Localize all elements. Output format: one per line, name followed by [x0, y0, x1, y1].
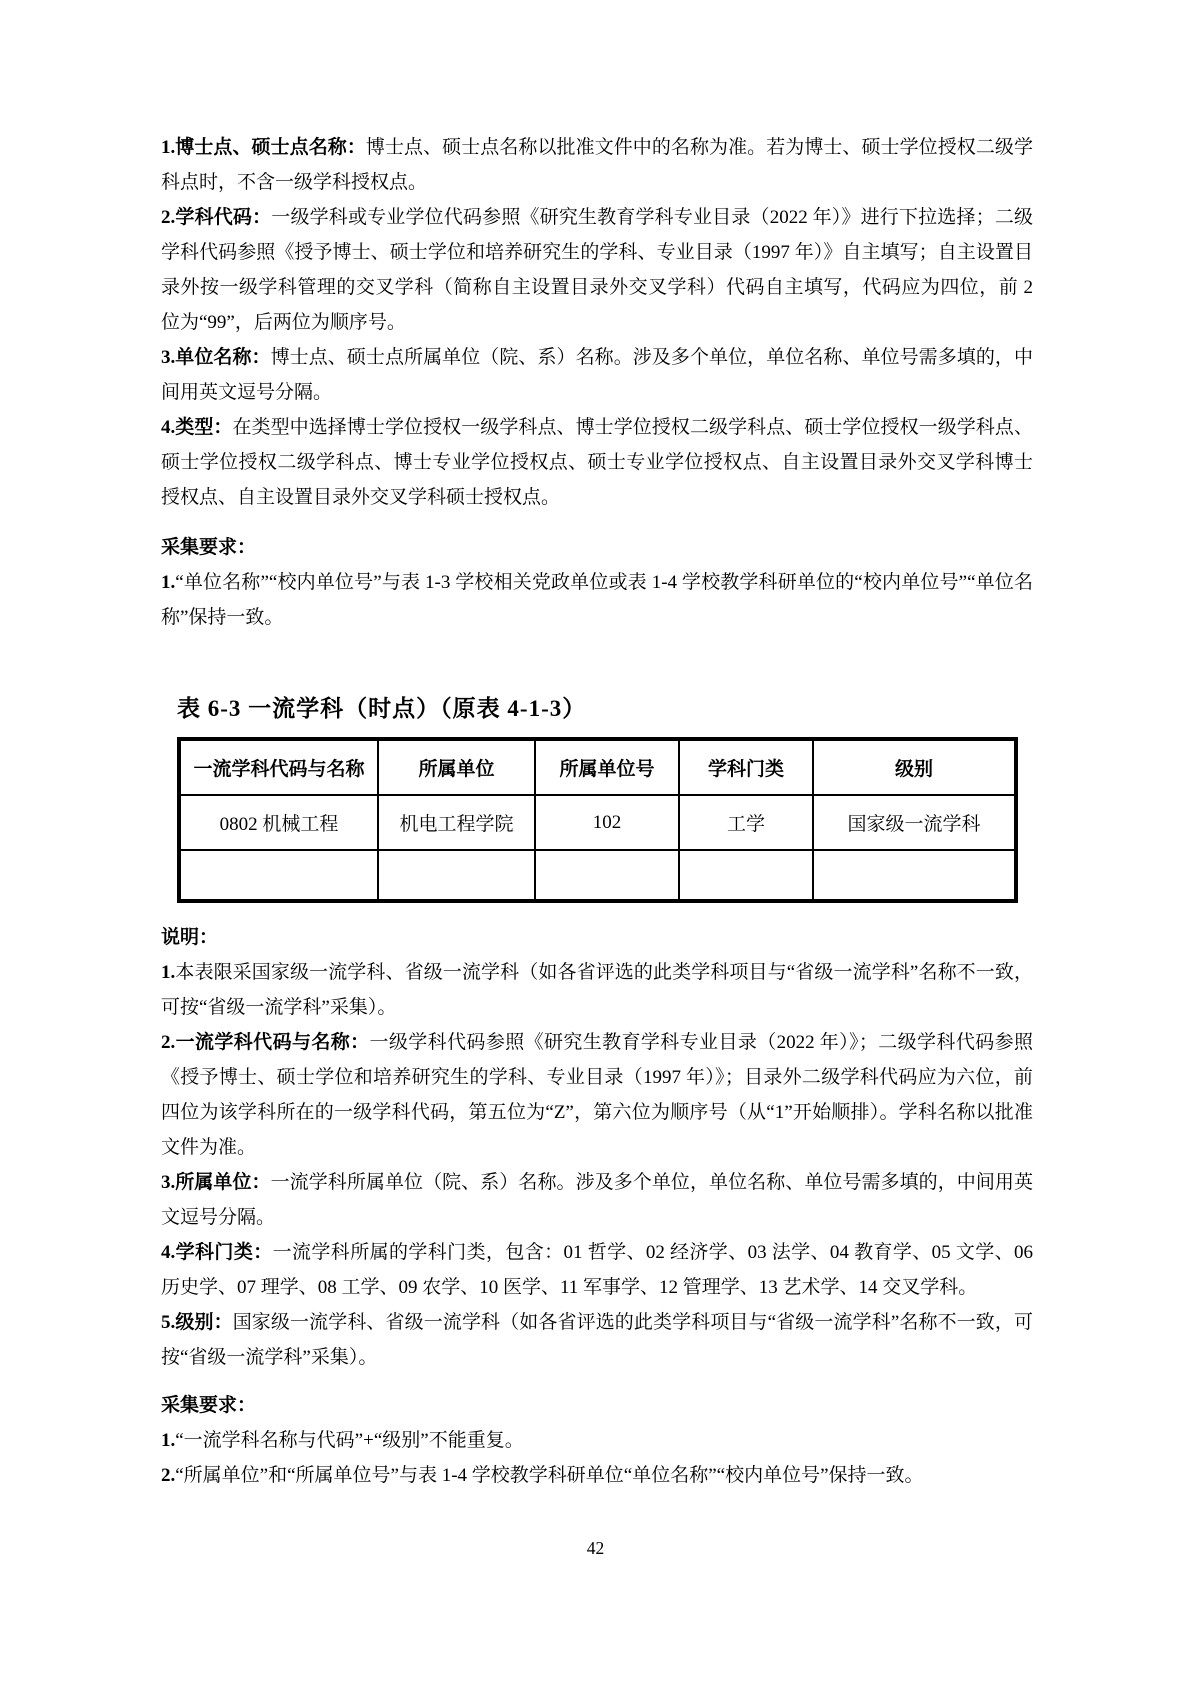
note-label: 1.博士点、硕士点名称： [161, 137, 366, 158]
table-cell [813, 850, 1016, 901]
table-header-row [179, 739, 1016, 795]
table-cell: 0802 机械工程 [179, 795, 378, 850]
requirement-text: “单位名称”“校内单位号”与表 1-3 学校相关党政单位或表 1-4 学校教学科研单位的“校内单位号”“单位名称”保持一致。 [161, 572, 1033, 628]
note-text: 一流学科所属单位（院、系）名称。涉及多个单位，单位名称、单位号需多填的，中间用英文逗号分隔。 [161, 1172, 1033, 1228]
table-cell [535, 850, 679, 901]
header-cell-discipline-code-name: 一流学科代码与名称 [179, 739, 378, 795]
table-cell [378, 850, 535, 901]
note-label: 5.级别： [161, 1312, 233, 1333]
requirement-label: 2. [161, 1465, 176, 1486]
header-cell-discipline-category: 学科门类 [679, 739, 813, 795]
note-text: 一级学科或专业学位代码参照《研究生教育学科专业目录（2022 年）》进行下拉选择；二级学科代码参照《授予博士、硕士学位和培养研究生的学科、专业目录（1997 年）》自主填写；自主设置目录外按一级学科管理的交叉学科（简称自主设置目录外交叉学科）代码自主填写，代码应为四位，前 2 位为“99”，后两位为顺序号。 [161, 207, 1033, 333]
notes-list-top [161, 130, 1033, 515]
note-item [161, 955, 1033, 1025]
note-label: 3.所属单位： [161, 1172, 271, 1193]
collection-requirements-2 [161, 1388, 1033, 1493]
note-label: 4.类型： [161, 417, 233, 438]
note-label: 3.单位名称： [161, 347, 271, 368]
notes-list-bottom [161, 920, 1033, 1375]
collection-requirements-heading: 采集要求： [161, 1395, 257, 1416]
table-cell: 工学 [679, 795, 813, 850]
table-cell: 102 [535, 795, 679, 850]
requirement-text: “所属单位”和“所属单位号”与表 1-4 学校教学科研单位“单位名称”“校内单位号”保持一致。 [175, 1465, 924, 1486]
header-cell-level: 级别 [813, 739, 1016, 795]
note-item [161, 340, 1033, 410]
first-class-discipline-table [177, 737, 1018, 903]
note-item [161, 1305, 1033, 1375]
header-cell-unit: 所属单位 [378, 739, 535, 795]
note-text: 在类型中选择博士学位授权一级学科点、博士学位授权二级学科点、硕士学位授权一级学科点、硕士学位授权二级学科点、博士专业学位授权点、硕士专业学位授权点、自主设置目录外交叉学科博士授权点、自主设置目录外交叉学科硕士授权点。 [161, 417, 1033, 508]
requirement-text: “一流学科名称与代码”+“级别”不能重复。 [175, 1430, 524, 1451]
requirement-item [161, 1458, 1033, 1493]
note-item [161, 200, 1033, 340]
table-cell: 国家级一流学科 [813, 795, 1016, 850]
note-label: 4.学科门类： [161, 1242, 273, 1263]
note-item [161, 1235, 1033, 1305]
table-cell [679, 850, 813, 901]
collection-requirements-heading: 采集要求： [161, 537, 257, 558]
note-text: 博士点、硕士点名称以批准文件中的名称为准。若为博士、硕士学位授权二级学科点时，不含一级学科授权点。 [161, 137, 1033, 193]
table-title: 表 6-3 一流学科（时点）（原表 4-1-3） [177, 696, 587, 721]
note-label: 2.一流学科代码与名称： [161, 1032, 370, 1053]
note-label: 1. [161, 962, 176, 983]
note-text: 国家级一流学科、省级一流学科（如各省评选的此类学科项目与“省级一流学科”名称不一致，可按“省级一流学科”采集）。 [161, 1312, 1033, 1368]
table-row [179, 795, 1016, 850]
note-text: 本表限采国家级一流学科、省级一流学科（如各省评选的此类学科项目与“省级一流学科”名称不一致，可按“省级一流学科”采集）。 [161, 962, 1033, 1018]
table-cell: 机电工程学院 [378, 795, 535, 850]
table-row [179, 850, 1016, 901]
requirement-label: 1. [161, 572, 176, 593]
note-item [161, 1025, 1033, 1165]
note-label: 2.学科代码： [161, 207, 272, 228]
note-item [161, 130, 1033, 200]
requirement-item [161, 1423, 1033, 1458]
table-cell [179, 850, 378, 901]
collection-requirements-1 [161, 530, 1033, 635]
note-item [161, 410, 1033, 515]
notes-heading: 说明： [161, 927, 219, 948]
note-text: 博士点、硕士点所属单位（院、系）名称。涉及多个单位，单位名称、单位号需多填的，中间用英文逗号分隔。 [161, 347, 1033, 403]
note-item [161, 1165, 1033, 1235]
page-number: 42 [586, 1538, 605, 1558]
note-text: 一流学科所属的学科门类，包含：01 哲学、02 经济学、03 法学、04 教育学、05 文学、06 历史学、07 理学、08 工学、09 农学、10 医学、11 军事学、12 管理学、13 艺术学、14 交叉学科。 [161, 1242, 1033, 1298]
requirement-item [161, 565, 1033, 635]
note-text: 一级学科代码参照《研究生教育学科专业目录（2022 年）》；二级学科代码参照《授予博士、硕士学位和培养研究生的学科、专业目录（1997 年）》；目录外二级学科代码应为六位，前四位为该学科所在的一级学科代码，第五位为“Z”，第六位为顺序号（从“1”开始顺排）。学科名称以批准文件为准。 [161, 1032, 1033, 1158]
header-cell-unit-number: 所属单位号 [535, 739, 679, 795]
requirement-label: 1. [161, 1430, 176, 1451]
